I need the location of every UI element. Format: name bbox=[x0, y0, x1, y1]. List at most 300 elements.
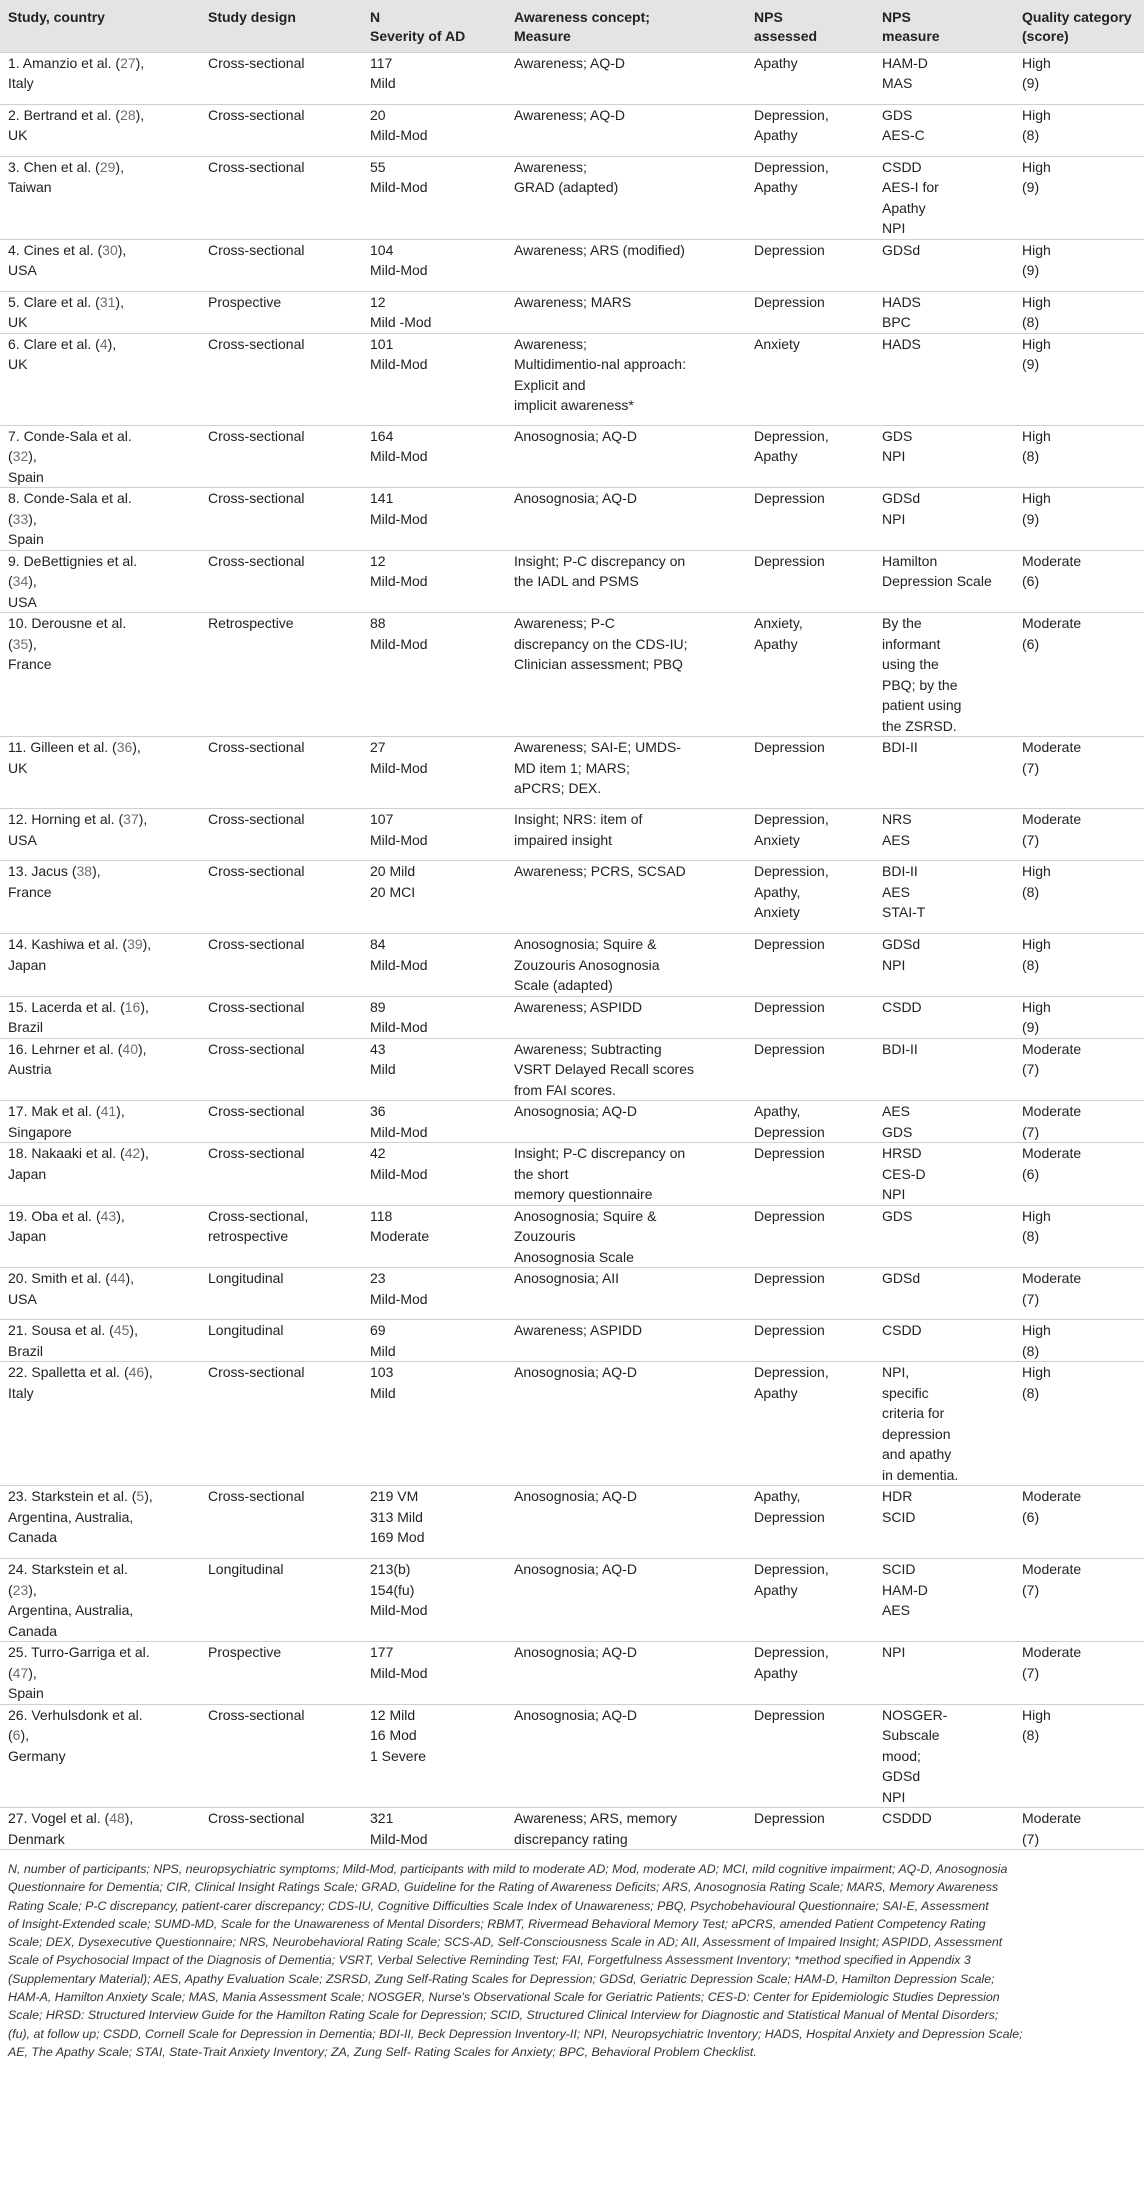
cell-text: Prospective bbox=[208, 293, 282, 310]
cell-measure bbox=[874, 333, 1014, 425]
cell-measure bbox=[874, 104, 1014, 156]
study-text: France bbox=[8, 883, 52, 900]
study-text: ), bbox=[140, 998, 149, 1015]
cell-text: (6) bbox=[1022, 635, 1040, 652]
cell-text: Apathy, bbox=[754, 883, 801, 900]
cell-study bbox=[0, 737, 200, 809]
cell-text: 103 bbox=[370, 1364, 394, 1380]
cell-text: NPI bbox=[882, 220, 906, 236]
cell-text: Multidimentio-nal approach: bbox=[514, 356, 686, 372]
cell-design bbox=[200, 156, 362, 239]
cell-measure bbox=[874, 861, 1014, 934]
cell-text: Cross-sectional, bbox=[208, 1207, 309, 1224]
cell-text: Moderate bbox=[1022, 739, 1082, 755]
cell-text: informant bbox=[882, 635, 941, 652]
reference-link[interactable]: 40 bbox=[122, 1040, 138, 1057]
cell-text: Apathy bbox=[754, 1384, 798, 1401]
cell-awareness bbox=[506, 737, 746, 809]
table-row bbox=[0, 996, 1144, 1038]
cell-text: HAM-D bbox=[882, 54, 928, 71]
cell-quality bbox=[1014, 1101, 1144, 1143]
cell-measure bbox=[874, 934, 1014, 997]
cell-text: aPCRS; DEX. bbox=[514, 780, 602, 796]
cell-text: High bbox=[1022, 936, 1051, 952]
cell-text: GDSd bbox=[882, 1768, 921, 1784]
cell-awareness bbox=[506, 1642, 746, 1705]
table-row bbox=[0, 1642, 1144, 1705]
cell-text: Depression bbox=[754, 1508, 825, 1525]
cell-text: Depression, bbox=[754, 863, 829, 879]
cell-text: Mild bbox=[370, 1061, 396, 1077]
cell-text: Moderate bbox=[1022, 1270, 1082, 1286]
table-row bbox=[0, 1143, 1144, 1206]
cell-quality bbox=[1014, 52, 1144, 104]
cell-quality bbox=[1014, 425, 1144, 488]
cell-design bbox=[200, 1143, 362, 1206]
cell-awareness bbox=[506, 613, 746, 737]
cell-awareness bbox=[506, 1038, 746, 1101]
column-header-text: NPS bbox=[882, 9, 911, 25]
cell-text: Awareness; AQ-D bbox=[514, 54, 626, 71]
cell-text: (8) bbox=[1022, 127, 1040, 143]
reference-link[interactable]: 23 bbox=[12, 1581, 29, 1598]
cell-text: Longitudinal bbox=[208, 1561, 284, 1577]
cell-text: AES bbox=[882, 883, 911, 900]
cell-measure bbox=[874, 1101, 1014, 1143]
table-row bbox=[0, 333, 1144, 425]
cell-text: Insight; P-C discrepancy on bbox=[514, 1145, 686, 1161]
cell-awareness bbox=[506, 934, 746, 997]
study-text: 19. Oba et al. ( bbox=[8, 1207, 101, 1224]
cell-text: Depression bbox=[754, 1270, 825, 1286]
cell-text: (9) bbox=[1022, 510, 1040, 527]
cell-design bbox=[200, 1038, 362, 1101]
cell-study bbox=[0, 104, 200, 156]
cell-design bbox=[200, 239, 362, 291]
cell-text: 118 bbox=[370, 1207, 393, 1224]
cell-text: Depression, bbox=[754, 1561, 829, 1577]
cell-design bbox=[200, 737, 362, 809]
cell-n bbox=[362, 1808, 506, 1850]
footnote-line: N, number of participants; NPS, neuropsychiatric symptoms; Mild-Mod, participants with mild to moderate AD; Mod, moderate AD; MCI, mild cognitive impairment; AQ-D, Anosognosia bbox=[8, 1862, 1008, 1876]
cell-study bbox=[0, 1268, 200, 1320]
cell-nps bbox=[746, 1559, 874, 1642]
cell-text: retrospective bbox=[208, 1228, 289, 1244]
cell-text: the IADL and PSMS bbox=[514, 573, 639, 589]
cell-text: 169 Mod bbox=[370, 1529, 425, 1545]
cell-text: Apathy bbox=[754, 1664, 798, 1681]
cell-text: Anxiety bbox=[754, 335, 800, 352]
cell-quality bbox=[1014, 1320, 1144, 1362]
cell-design bbox=[200, 613, 362, 737]
cell-text: High bbox=[1022, 106, 1051, 123]
study-text: 21. Sousa et al. ( bbox=[8, 1322, 114, 1338]
cell-text: Mild-Mod bbox=[370, 956, 428, 973]
footnote-line: AE, The Apathy Scale; STAI, State-Trait Anxiety Inventory; ZA, Zung Self- Rating Scales for Anxiety; BPC, Behavioral Problem Checklist. bbox=[8, 2044, 757, 2059]
study-text: ( bbox=[8, 510, 13, 527]
cell-text: 43 bbox=[370, 1040, 386, 1057]
cell-text: MD item 1; MARS; bbox=[514, 759, 630, 776]
cell-text: GDS bbox=[882, 427, 913, 444]
cell-text: (8) bbox=[1022, 448, 1040, 464]
cell-text: BPC bbox=[882, 314, 911, 330]
study-text: ), bbox=[28, 510, 37, 527]
cell-text: Depression, bbox=[754, 1644, 829, 1660]
cell-design bbox=[200, 291, 362, 333]
cell-text: Cross-sectional bbox=[208, 1103, 305, 1119]
cell-nps bbox=[746, 809, 874, 861]
cell-text: Awareness; ASPIDD bbox=[514, 998, 643, 1015]
cell-text: High bbox=[1022, 427, 1051, 444]
cell-text: 42 bbox=[370, 1145, 386, 1161]
cell-text: High bbox=[1022, 998, 1051, 1015]
reference-link[interactable]: 5 bbox=[136, 1488, 145, 1504]
reference-link[interactable]: 48 bbox=[109, 1810, 125, 1826]
cell-text: Depression, bbox=[754, 427, 829, 444]
study-text: Canada bbox=[8, 1622, 58, 1639]
cell-n bbox=[362, 52, 506, 104]
cell-text: CSDDD bbox=[882, 1810, 932, 1826]
reference-link[interactable]: 36 bbox=[116, 739, 133, 755]
cell-measure bbox=[874, 809, 1014, 861]
table-row bbox=[0, 425, 1144, 488]
cell-design bbox=[200, 1320, 362, 1362]
cell-text: 23 bbox=[370, 1270, 386, 1286]
cell-awareness bbox=[506, 1808, 746, 1850]
cell-text: discrepancy on the CDS-IU; bbox=[514, 635, 688, 652]
cell-text: 36 bbox=[370, 1103, 386, 1119]
cell-text: (9) bbox=[1022, 75, 1040, 91]
cell-text: Apathy bbox=[882, 199, 926, 216]
cell-text: 164 bbox=[370, 427, 394, 444]
cell-text: Cross-sectional bbox=[208, 241, 305, 258]
study-text: 8. Conde-Sala et al. bbox=[8, 490, 132, 506]
cell-text: 16 Mod bbox=[370, 1727, 417, 1743]
footnote-line: HAM-A, Hamilton Anxiety Scale; MAS, Mania Assessment Scale; NOSGER, Nurse's Observational Scale for Geriatric Patients; CES-D: Center for Epidemiologic Studies Depression bbox=[8, 1990, 1000, 2005]
cell-text: (9) bbox=[1022, 1019, 1040, 1035]
cell-awareness bbox=[506, 1101, 746, 1143]
cell-measure bbox=[874, 1642, 1014, 1705]
study-text: Denmark bbox=[8, 1830, 65, 1847]
cell-text: (8) bbox=[1022, 1384, 1040, 1401]
cell-study bbox=[0, 1362, 200, 1486]
cell-study bbox=[0, 291, 200, 333]
cell-text: Cross-sectional bbox=[208, 106, 305, 123]
cell-nps bbox=[746, 1642, 874, 1705]
table-row bbox=[0, 1038, 1144, 1101]
study-text: 16. Lehrner et al. ( bbox=[8, 1040, 123, 1057]
reference-link[interactable]: 32 bbox=[12, 448, 29, 464]
cell-text: 84 bbox=[370, 936, 386, 952]
cell-n bbox=[362, 1362, 506, 1486]
reference-link[interactable]: 6 bbox=[12, 1727, 21, 1743]
cell-text: 12 bbox=[370, 552, 386, 569]
cell-awareness bbox=[506, 239, 746, 291]
study-text: 4. Cines et al. ( bbox=[8, 241, 103, 258]
footnote-line: Questionnaire for Dementia; CIR, Clinical Insight Ratings Scale; GRAD, Guideline for the Rating of Awareness Deficits; ARS, Anosognosia Rating Scale; MARS, Memory Awareness bbox=[8, 1880, 999, 1895]
reference-link[interactable]: 4 bbox=[99, 335, 108, 352]
cell-text: (9) bbox=[1022, 356, 1040, 372]
cell-n bbox=[362, 1205, 506, 1268]
cell-text: Mild-Mod bbox=[370, 573, 428, 589]
study-text: ( bbox=[8, 573, 13, 589]
cell-n bbox=[362, 550, 506, 613]
column-header-text: Severity of AD bbox=[370, 28, 466, 44]
cell-text: Anosognosia; Squire & bbox=[514, 1207, 657, 1224]
cell-text: 20 Mild bbox=[370, 863, 416, 879]
footnote-line: Rating Scale; P-C discrepancy, patient-carer discrepancy; CDS-IU, Cognitive Difficulties Scale Index of Unawareness; PBQ, Psychobehavioural Questionnaire; SAI-E, Assessment bbox=[8, 1898, 989, 1913]
column-header-text: measure bbox=[882, 28, 940, 44]
cell-awareness bbox=[506, 1704, 746, 1808]
cell-text: Cross-sectional bbox=[208, 552, 305, 569]
cell-quality bbox=[1014, 291, 1144, 333]
cell-quality bbox=[1014, 861, 1144, 934]
cell-text: 141 bbox=[370, 490, 394, 506]
cell-n bbox=[362, 291, 506, 333]
column-header-study bbox=[0, 0, 200, 52]
footnote-line: Scale; HRSD: Structured Interview Guide for the Hamilton Rating Scale for Depression; SCID, Structured Clinical Interview for Diagnostic and Statistical Manual of Mental Disorders; bbox=[8, 2008, 999, 2023]
reference-link[interactable]: 41 bbox=[100, 1103, 117, 1119]
table-row bbox=[0, 934, 1144, 997]
cell-study bbox=[0, 1038, 200, 1101]
cell-study bbox=[0, 1642, 200, 1705]
cell-text: Depression bbox=[754, 1810, 825, 1826]
cell-text: Mild-Mod bbox=[370, 179, 428, 195]
study-text: Germany bbox=[8, 1747, 66, 1764]
study-text: ( bbox=[8, 635, 13, 652]
cell-text: Longitudinal bbox=[208, 1270, 284, 1286]
study-text: 22. Spalletta et al. ( bbox=[8, 1364, 129, 1380]
cell-study bbox=[0, 1143, 200, 1206]
reference-link[interactable]: 16 bbox=[124, 998, 141, 1015]
cell-text: (7) bbox=[1022, 1290, 1040, 1307]
study-text: UK bbox=[8, 759, 28, 776]
table-row bbox=[0, 1320, 1144, 1362]
table-row bbox=[0, 1362, 1144, 1486]
reference-link[interactable]: 44 bbox=[109, 1270, 126, 1286]
study-text: 17. Mak et al. ( bbox=[8, 1103, 101, 1119]
cell-text: Cross-sectional bbox=[208, 863, 305, 879]
cell-nps bbox=[746, 1320, 874, 1362]
cell-measure bbox=[874, 1704, 1014, 1808]
reference-link[interactable]: 43 bbox=[100, 1207, 117, 1224]
cell-study bbox=[0, 1704, 200, 1808]
column-header-text: NPS bbox=[754, 9, 783, 25]
cell-text: By the bbox=[882, 615, 922, 631]
cell-nps bbox=[746, 1038, 874, 1101]
cell-text: GDS bbox=[882, 1207, 913, 1224]
reference-link[interactable]: 37 bbox=[123, 811, 139, 827]
cell-text: HDR bbox=[882, 1488, 913, 1504]
cell-study bbox=[0, 52, 200, 104]
cell-text: Moderate bbox=[370, 1228, 430, 1244]
cell-study bbox=[0, 488, 200, 551]
cell-text: Depression, bbox=[754, 158, 829, 175]
cell-text: depression bbox=[882, 1425, 951, 1442]
cell-text: (6) bbox=[1022, 573, 1040, 589]
reference-link[interactable]: 39 bbox=[127, 936, 143, 952]
cell-text: Mild-Mod bbox=[370, 1019, 428, 1035]
cell-text: 213(b) bbox=[370, 1561, 411, 1577]
cell-nps bbox=[746, 156, 874, 239]
study-text: Italy bbox=[8, 75, 34, 91]
cell-awareness bbox=[506, 291, 746, 333]
cell-quality bbox=[1014, 104, 1144, 156]
cell-text: Depression bbox=[754, 241, 825, 258]
cell-text: Awareness; ASPIDD bbox=[514, 1322, 643, 1338]
cell-text: Mild-Mod bbox=[370, 262, 428, 278]
cell-quality bbox=[1014, 1268, 1144, 1320]
cell-quality bbox=[1014, 239, 1144, 291]
cell-study bbox=[0, 333, 200, 425]
study-text: ( bbox=[8, 448, 13, 464]
reference-link[interactable]: 29 bbox=[99, 158, 116, 175]
reference-link[interactable]: 35 bbox=[12, 635, 29, 652]
cell-text: BDI-II bbox=[882, 863, 918, 879]
cell-measure bbox=[874, 1808, 1014, 1850]
cell-text: 219 VM bbox=[370, 1488, 419, 1504]
cell-quality bbox=[1014, 550, 1144, 613]
study-text: ), bbox=[28, 448, 37, 464]
cell-text: Mild-Mod bbox=[370, 1602, 428, 1618]
cell-text: CSDD bbox=[882, 1322, 922, 1338]
study-text: ), bbox=[132, 739, 141, 755]
cell-text: High bbox=[1022, 293, 1051, 310]
cell-text: Moderate bbox=[1022, 1488, 1082, 1504]
reference-link[interactable]: 34 bbox=[12, 573, 29, 589]
cell-text: Mild bbox=[370, 75, 396, 91]
cell-text: Anxiety bbox=[754, 904, 800, 920]
cell-quality bbox=[1014, 1362, 1144, 1486]
cell-n bbox=[362, 613, 506, 737]
cell-n bbox=[362, 1559, 506, 1642]
reference-link[interactable]: 30 bbox=[102, 241, 118, 258]
cell-measure bbox=[874, 52, 1014, 104]
study-text: ), bbox=[115, 158, 124, 175]
reference-link[interactable]: 28 bbox=[120, 106, 136, 123]
cell-n bbox=[362, 1143, 506, 1206]
cell-text: CSDD bbox=[882, 158, 922, 175]
cell-design bbox=[200, 1205, 362, 1268]
study-text: ( bbox=[8, 1581, 13, 1598]
study-text: Austria bbox=[8, 1061, 52, 1077]
reference-link[interactable]: 27 bbox=[120, 54, 136, 71]
study-text: 23. Starkstein et al. ( bbox=[8, 1488, 137, 1504]
study-text: 13. Jacus ( bbox=[8, 863, 77, 879]
cell-text: High bbox=[1022, 1207, 1051, 1224]
table-row bbox=[0, 1559, 1144, 1642]
cell-text: Anosognosia; AQ-D bbox=[514, 1103, 637, 1119]
cell-text: High bbox=[1022, 1364, 1051, 1380]
column-header-text: (score) bbox=[1022, 28, 1069, 44]
cell-nps bbox=[746, 1808, 874, 1850]
study-text: USA bbox=[8, 593, 37, 610]
study-text: UK bbox=[8, 356, 28, 372]
cell-study bbox=[0, 1101, 200, 1143]
cell-awareness bbox=[506, 1268, 746, 1320]
cell-text: Depression bbox=[754, 552, 825, 569]
cell-text: (8) bbox=[1022, 314, 1040, 330]
cell-quality bbox=[1014, 1808, 1144, 1850]
cell-text: STAI-T bbox=[882, 904, 926, 920]
cell-study bbox=[0, 1205, 200, 1268]
reference-link[interactable]: 33 bbox=[12, 510, 29, 527]
cell-text: 69 bbox=[370, 1322, 386, 1338]
study-text: 25. Turro-Garriga et al. bbox=[8, 1644, 150, 1660]
cell-text: High bbox=[1022, 863, 1051, 879]
cell-n bbox=[362, 1268, 506, 1320]
cell-text: Cross-sectional bbox=[208, 1364, 305, 1380]
cell-text: Cross-sectional bbox=[208, 1810, 305, 1826]
reference-link[interactable]: 31 bbox=[99, 293, 116, 310]
cell-awareness bbox=[506, 488, 746, 551]
cell-text: Mild-Mod bbox=[370, 127, 428, 143]
reference-link[interactable]: 42 bbox=[124, 1145, 141, 1161]
cell-design bbox=[200, 1704, 362, 1808]
reference-link[interactable]: 45 bbox=[113, 1322, 130, 1338]
cell-text: the short bbox=[514, 1165, 569, 1182]
cell-text: GRAD (adapted) bbox=[514, 179, 619, 195]
cell-nps bbox=[746, 104, 874, 156]
cell-text: AES bbox=[882, 1602, 911, 1618]
study-text: ), bbox=[135, 54, 145, 71]
cell-text: Cross-sectional bbox=[208, 54, 305, 71]
cell-awareness bbox=[506, 52, 746, 104]
cell-text: NPI bbox=[882, 1644, 906, 1660]
study-text: Brazil bbox=[8, 1019, 44, 1035]
cell-nps bbox=[746, 934, 874, 997]
cell-text: GDSd bbox=[882, 1270, 921, 1286]
study-text: 26. Verhulsdonk et al. bbox=[8, 1706, 143, 1723]
cell-text: Anosognosia; AQ-D bbox=[514, 1706, 637, 1723]
table-row bbox=[0, 1205, 1144, 1268]
cell-text: Hamilton bbox=[882, 552, 938, 569]
cell-n bbox=[362, 1486, 506, 1559]
study-text: ), bbox=[28, 1664, 37, 1681]
study-text: 18. Nakaaki et al. ( bbox=[8, 1145, 125, 1161]
cell-text: High bbox=[1022, 54, 1051, 71]
cell-text: Mild-Mod bbox=[370, 356, 428, 372]
cell-text: implicit awareness* bbox=[514, 397, 634, 413]
study-text: Japan bbox=[8, 1228, 47, 1244]
study-text: 2. Bertrand et al. ( bbox=[8, 106, 121, 123]
cell-text: Anxiety, bbox=[754, 615, 803, 631]
cell-text: 27 bbox=[370, 739, 386, 755]
cell-text: AES-C bbox=[882, 127, 925, 143]
cell-study bbox=[0, 861, 200, 934]
reference-link[interactable]: 38 bbox=[76, 863, 93, 879]
reference-link[interactable]: 46 bbox=[128, 1364, 145, 1380]
cell-text: Mild-Mod bbox=[370, 635, 428, 652]
cell-text: MAS bbox=[882, 75, 913, 91]
study-text: Argentina, Australia, bbox=[8, 1602, 134, 1618]
cell-text: using the bbox=[882, 656, 939, 672]
table-row bbox=[0, 1268, 1144, 1320]
cell-text: Depression bbox=[754, 936, 825, 952]
cell-study bbox=[0, 550, 200, 613]
study-text: 15. Lacerda et al. ( bbox=[8, 998, 125, 1015]
cell-quality bbox=[1014, 1038, 1144, 1101]
reference-link[interactable]: 47 bbox=[12, 1664, 29, 1681]
cell-quality bbox=[1014, 1704, 1144, 1808]
cell-text: Scale (adapted) bbox=[514, 977, 613, 993]
column-header-text: Study, country bbox=[8, 9, 105, 25]
study-text: 9. DeBettignies et al. bbox=[8, 552, 138, 569]
column-header-quality bbox=[1014, 0, 1144, 52]
column-header-text: Measure bbox=[514, 28, 571, 44]
study-text: 12. Horning et al. ( bbox=[8, 811, 124, 827]
cell-text: Anosognosia; Squire & bbox=[514, 936, 657, 952]
